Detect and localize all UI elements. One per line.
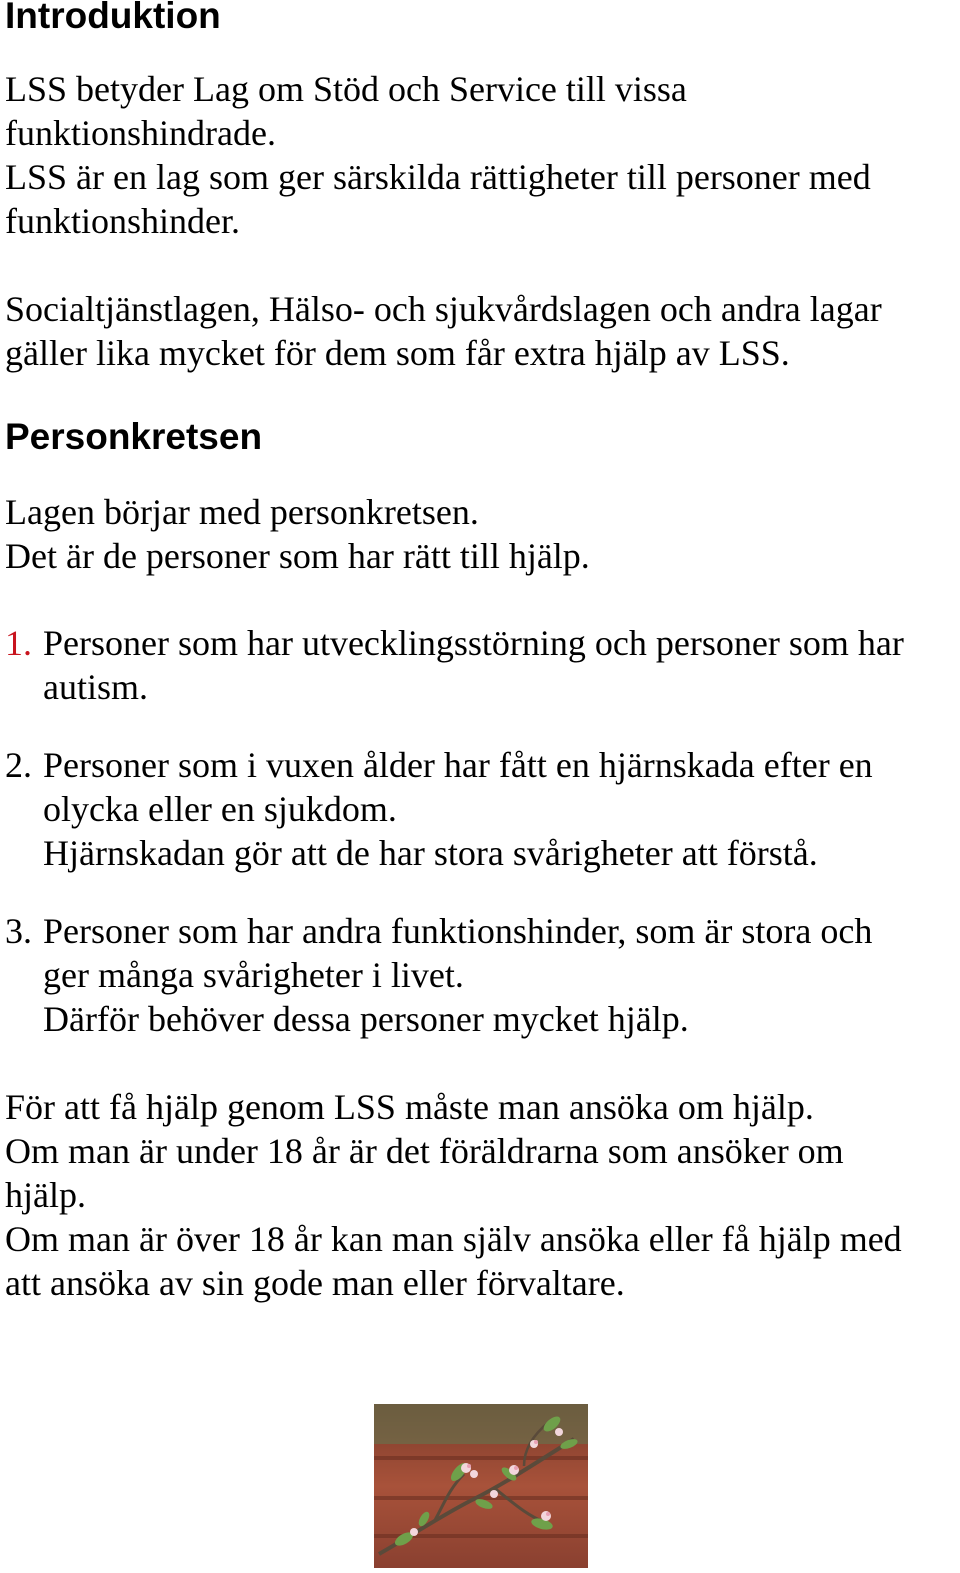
- text-line: Hjärnskadan gör att de har stora svårigheter att förstå.: [43, 833, 818, 873]
- list-number: 1.: [5, 623, 32, 663]
- text-line: att ansöka av sin gode man eller förvaltare.: [5, 1263, 625, 1303]
- text-line: Personer som i vuxen ålder har fått en hjärnskada efter en: [43, 745, 873, 785]
- text-line: För att få hjälp genom LSS måste man ansöka om hjälp.: [5, 1087, 814, 1127]
- text-line: Det är de personer som har rätt till hjälp.: [5, 536, 590, 576]
- text-line: LSS betyder Lag om Stöd och Service till vissa: [5, 69, 687, 109]
- text-line: Om man är under 18 år är det föräldrarna som ansöker om: [5, 1131, 844, 1171]
- text-line: Lagen börjar med personkretsen.: [5, 492, 479, 532]
- text-line: Därför behöver dessa personer mycket hjälp.: [43, 999, 689, 1039]
- text-line: autism.: [43, 667, 148, 707]
- list-number: 3.: [5, 911, 32, 951]
- text-line: Om man är över 18 år kan man själv ansöka eller få hjälp med: [5, 1219, 902, 1259]
- apple-blossom-photo: [374, 1404, 588, 1568]
- text-line: Socialtjänstlagen, Hälso- och sjukvårdslagen och andra lagar: [5, 289, 882, 329]
- text-line: funktionshindrade.: [5, 113, 276, 153]
- list-item: [5, 743, 960, 875]
- list-item: [5, 909, 960, 1041]
- personkretsen-intro: [5, 490, 590, 578]
- text-line: Personer som har utvecklingsstörning och personer som har: [43, 623, 904, 663]
- text-line: gäller lika mycket för dem som får extra hjälp av LSS.: [5, 333, 790, 373]
- list-item: [5, 621, 960, 709]
- text-line: funktionshinder.: [5, 201, 240, 241]
- intro-paragraph-2: [5, 287, 882, 375]
- closing-paragraph: [5, 1085, 902, 1305]
- intro-paragraph: [5, 67, 871, 243]
- text-line: ger många svårigheter i livet.: [43, 955, 464, 995]
- text-line: Personer som har andra funktionshinder, som är stora och: [43, 911, 873, 951]
- personkretsen-heading: Personkretsen: [5, 416, 263, 457]
- text-line: olycka eller en sjukdom.: [43, 789, 397, 829]
- text-line: hjälp.: [5, 1175, 86, 1215]
- text-line: LSS är en lag som ger särskilda rättigheter till personer med: [5, 157, 871, 197]
- intro-heading: Introduktion: [5, 0, 221, 36]
- list-number: 2.: [5, 745, 32, 785]
